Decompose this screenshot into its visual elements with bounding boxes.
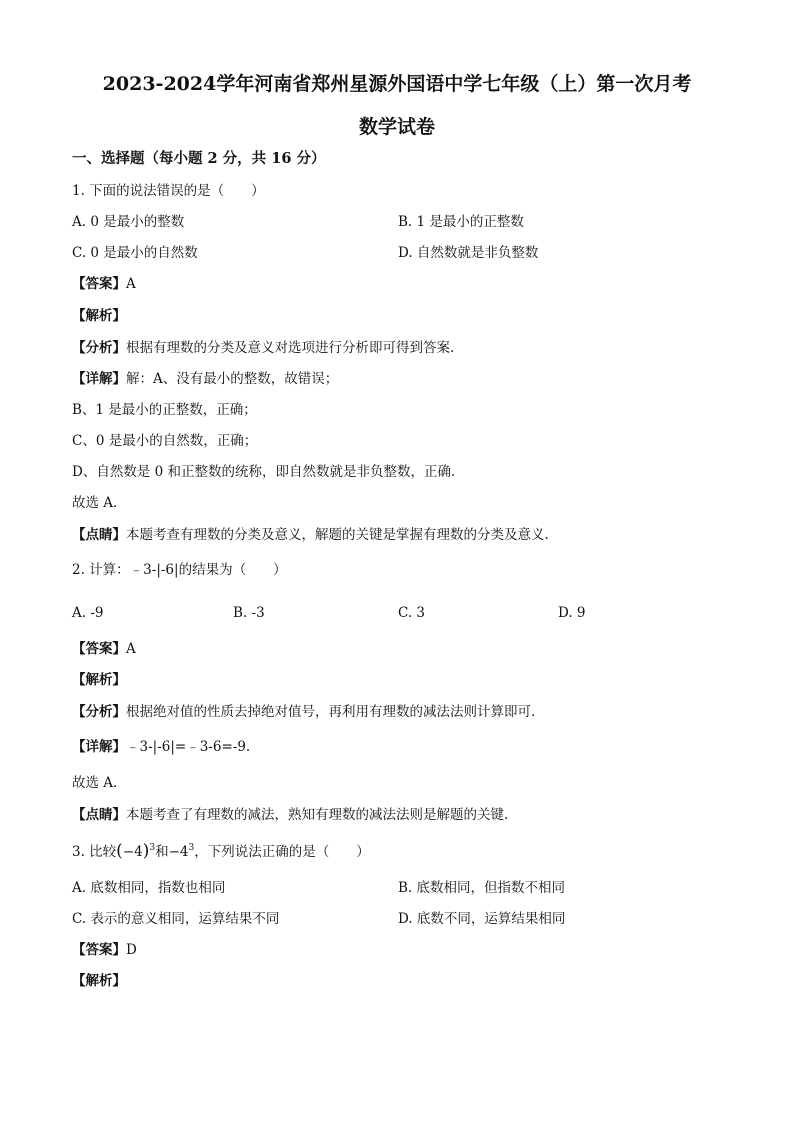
comment-text: 本题考查了有理数的减法，熟知有理数的减法法则是解题的关键. bbox=[126, 807, 509, 823]
q2-analysis bbox=[72, 703, 535, 721]
question-3-stem bbox=[72, 842, 370, 861]
answer-value: D bbox=[126, 942, 137, 958]
q2-answer bbox=[72, 640, 136, 658]
comment-tag: 【点睛】 bbox=[72, 527, 126, 543]
q1-option-a: A. 0 是最小的整数 bbox=[72, 214, 185, 230]
answer-tag: 【答案】 bbox=[72, 276, 126, 292]
q3-exponent-1: 3 bbox=[149, 843, 156, 853]
q1-jiexi-tag: 【解析】 bbox=[72, 308, 126, 324]
question-1-stem: 1. 下面的说法错误的是（ ） bbox=[72, 183, 265, 199]
q2-option-c: C. 3 bbox=[398, 605, 426, 621]
q2-comment bbox=[72, 806, 508, 824]
q1-choice-line: 故选 A． bbox=[72, 495, 127, 511]
q3-and: 和 bbox=[155, 844, 169, 860]
q3-rest: ，下列说法正确的是（ ） bbox=[194, 844, 370, 860]
detail-tag: 【详解】 bbox=[72, 739, 126, 755]
answer-tag: 【答案】 bbox=[72, 942, 126, 958]
analysis-tag: 【分析】 bbox=[72, 340, 126, 356]
q3-option-b: B. 底数相同，但指数不相同 bbox=[398, 880, 566, 896]
analysis-text: 根据有理数的分类及意义对选项进行分析即可得到答案. bbox=[126, 340, 455, 356]
q1-option-d: D. 自然数就是非负整数 bbox=[398, 245, 539, 261]
comment-tag: 【点睛】 bbox=[72, 807, 126, 823]
q1-option-c: C. 0 是最小的自然数 bbox=[72, 245, 198, 261]
q2-choice-line: 故选 A. bbox=[72, 775, 118, 791]
left-paren: ( bbox=[116, 841, 123, 861]
page-title: 2023-2024学年河南省郑州星源外国语中学七年级（上）第一次月考 bbox=[102, 73, 692, 95]
question-2-stem: 2. 计算：﹣3-|-6|的结果为（ ） bbox=[72, 562, 287, 578]
q3-number: 3. 比较 bbox=[72, 844, 117, 860]
q2-jiexi-tag: 【解析】 bbox=[72, 672, 126, 688]
q1-comment bbox=[72, 526, 549, 544]
detail-text: 解：A、没有最小的整数，故错误； bbox=[126, 371, 339, 387]
q1-answer bbox=[72, 275, 136, 293]
q3-option-a: A. 底数相同，指数也相同 bbox=[72, 880, 226, 896]
page-subtitle: 数学试卷 bbox=[358, 116, 435, 138]
q3-base-2: −4 bbox=[168, 844, 189, 860]
q3-option-d: D. 底数不同，运算结果相同 bbox=[398, 911, 566, 927]
section-heading: 一、选择题（每小题 2 分，共 16 分） bbox=[72, 150, 326, 167]
q2-option-a: A. -9 bbox=[72, 605, 104, 621]
q3-answer bbox=[72, 941, 137, 959]
q1-detail-line: B、1 是最小的正整数，正确； bbox=[72, 402, 257, 418]
q1-analysis bbox=[72, 339, 454, 357]
analysis-text: 根据绝对值的性质去掉绝对值号，再利用有理数的减法法则计算即可. bbox=[126, 704, 536, 720]
q3-option-c: C. 表示的意义相同，运算结果不同 bbox=[72, 911, 280, 927]
answer-value: A bbox=[126, 641, 136, 657]
q2-detail bbox=[72, 738, 250, 756]
q2-option-d: D. 9 bbox=[558, 605, 586, 621]
q1-detail-line: C、0 是最小的自然数，正确； bbox=[72, 433, 258, 449]
q1-option-b: B. 1 是最小的正整数 bbox=[398, 214, 524, 230]
detail-tag: 【详解】 bbox=[72, 371, 126, 387]
comment-text: 本题考查有理数的分类及意义，解题的关键是掌握有理数的分类及意义. bbox=[126, 527, 549, 543]
right-paren: ) bbox=[142, 841, 150, 861]
q3-jiexi-tag: 【解析】 bbox=[72, 973, 126, 989]
q1-detail bbox=[72, 370, 338, 388]
q3-exponent-2: 3 bbox=[188, 843, 195, 853]
q3-base-1: −4 bbox=[122, 844, 143, 860]
detail-text: ﹣3-|-6|=﹣3-6=-9. bbox=[126, 739, 251, 755]
q1-detail-line: D、自然数是 0 和正整数的统称，即自然数就是非负整数，正确． bbox=[72, 464, 465, 480]
analysis-tag: 【分析】 bbox=[72, 704, 126, 720]
q2-option-b: B. -3 bbox=[233, 605, 265, 621]
answer-tag: 【答案】 bbox=[72, 641, 126, 657]
answer-value: A bbox=[126, 276, 136, 292]
